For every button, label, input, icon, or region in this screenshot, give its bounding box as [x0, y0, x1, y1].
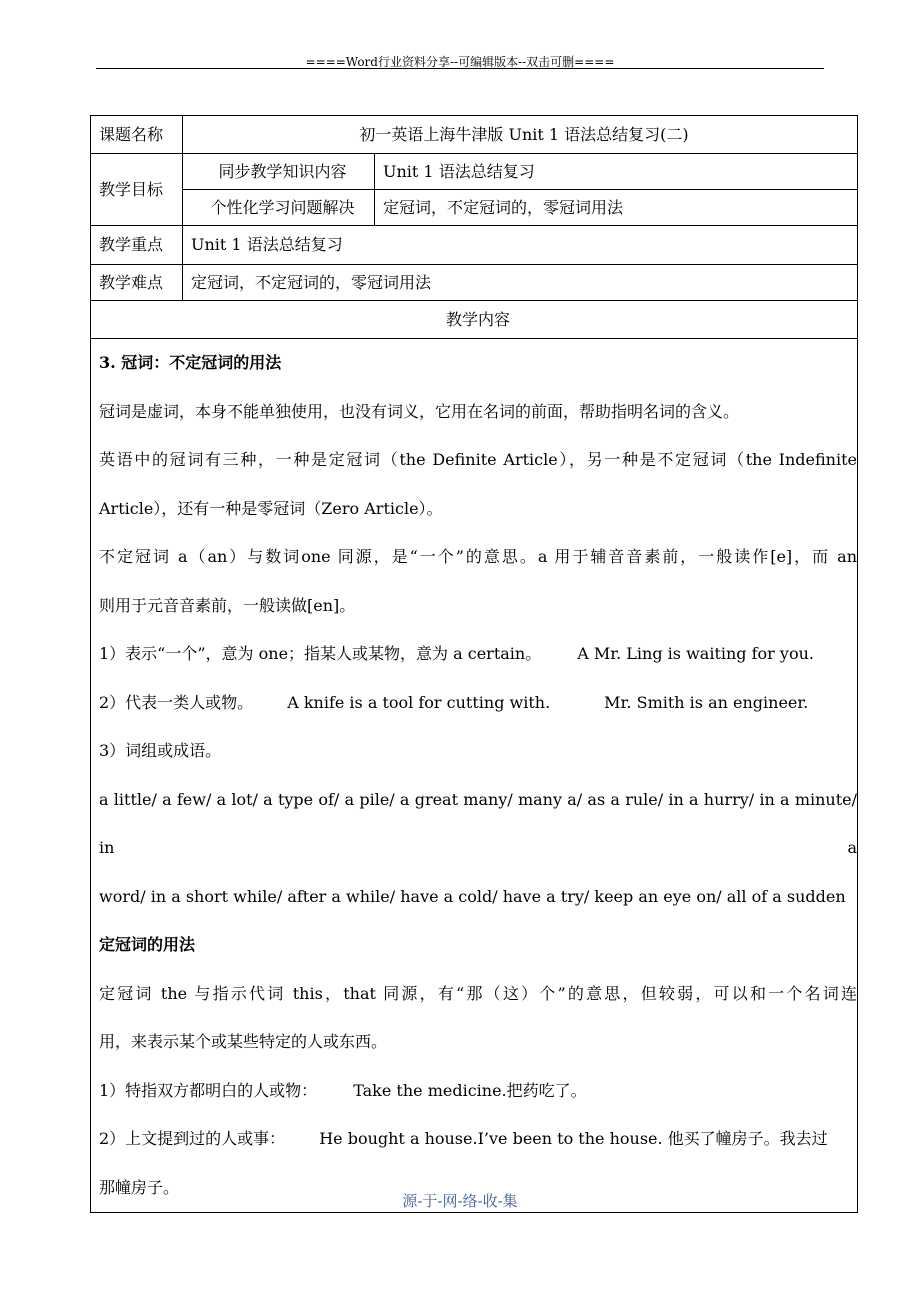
paragraph: 不定冠词 a（an）与数词one 同源，是“一个”的意思。a 用于辅音音素前，一般读作[e]，而 an: [99, 547, 858, 566]
paragraph: 英语中的冠词有三种，一种是定冠词（the Definite Article），另一种是不定冠词（the Indefinite: [99, 450, 858, 469]
phrase-list: word/ in a short while/ after a while/ have a cold/ have a try/ keep an eye on/ all of a sudden: [99, 886, 846, 906]
difficulty-row: [91, 265, 858, 301]
content-header-row: [91, 301, 858, 339]
goal-personal-value: 定冠词，不定冠词的，零冠词用法: [375, 190, 858, 226]
focus-value: Unit 1 语法总结复习: [183, 226, 858, 265]
example-sentence: A knife is a tool for cutting with.: [287, 692, 551, 712]
section-heading-indefinite: 3. 冠词：不定冠词的用法: [99, 353, 282, 372]
page-footer: 源-于-网-络-收-集: [402, 1192, 518, 1210]
goal-personal-label: 个性化学习问题解决: [183, 190, 375, 226]
paragraph: Article），还有一种是零冠词（Zero Article）。: [99, 498, 443, 518]
paragraph: 用，来表示某个或某些特定的人或东西。: [99, 1032, 388, 1051]
list-item: [99, 679, 857, 728]
difficulty-value: 定冠词，不定冠词的，零冠词用法: [183, 265, 858, 301]
example-sentence: A Mr. Ling is waiting for you.: [577, 644, 814, 663]
course-label: 课题名称: [91, 116, 183, 154]
content-row: [91, 339, 858, 1213]
item-text: 2）代表一类人或物。: [99, 692, 254, 712]
content-header: 教学内容: [91, 301, 858, 339]
goal-sync-label: 同步教学知识内容: [183, 154, 375, 190]
paragraph: 那幢房子。: [99, 1177, 180, 1197]
page-header: ====Word行业资料分享--可编辑版本--双击可删====: [305, 55, 615, 69]
list-item: [99, 1067, 857, 1116]
paragraph: 定冠词 the 与指示代词 this，that 同源，有“那（这）个”的意思，但较弱，可以和一个名词连: [99, 983, 858, 1003]
course-row: [91, 116, 858, 154]
paragraph: 冠词是虚词，本身不能单独使用，也没有词义，它用在名词的前面，帮助指明名词的含义。: [99, 401, 740, 421]
goal-sync-value: Unit 1 语法总结复习: [375, 154, 858, 190]
list-item: 3）词组或成语。: [99, 741, 222, 760]
list-item: [99, 1115, 857, 1164]
paragraph: 则用于元音音素前，一般读做[en]。: [99, 595, 356, 615]
item-text: 1）表示“一个”，意为 one；指某人或某物，意为 a certain。: [99, 644, 542, 663]
goal-row-sync: [91, 154, 858, 190]
lesson-table: [90, 115, 858, 1213]
goal-label: 教学目标: [91, 154, 183, 226]
course-title: 初一英语上海牛津版 Unit 1 语法总结复习(二): [183, 116, 858, 154]
section-heading-definite: 定冠词的用法: [99, 935, 196, 954]
focus-row: [91, 226, 858, 265]
difficulty-label: 教学难点: [91, 265, 183, 301]
list-item: [99, 630, 857, 679]
phrase-list: a little/ a few/ a lot/ a type of/ a pile/ a great many/ many a/ as a rule/ in a hurry/ in a minute/ in a: [99, 789, 858, 857]
example-sentence: Mr. Smith is an engineer.: [604, 692, 809, 712]
example-sentence: Take the medicine.把药吃了。: [353, 1080, 587, 1100]
focus-label: 教学重点: [91, 226, 183, 265]
content-body: [91, 339, 858, 1213]
item-text: 1）特指双方都明白的人或物：: [99, 1080, 318, 1100]
example-sentence: He bought a house.I’ve been to the house. 他买了幢房子。我去过: [319, 1129, 828, 1148]
header-rule: [96, 68, 824, 69]
item-text: 2）上文提到过的人或事：: [99, 1129, 286, 1148]
goal-row-personal: [91, 190, 858, 226]
